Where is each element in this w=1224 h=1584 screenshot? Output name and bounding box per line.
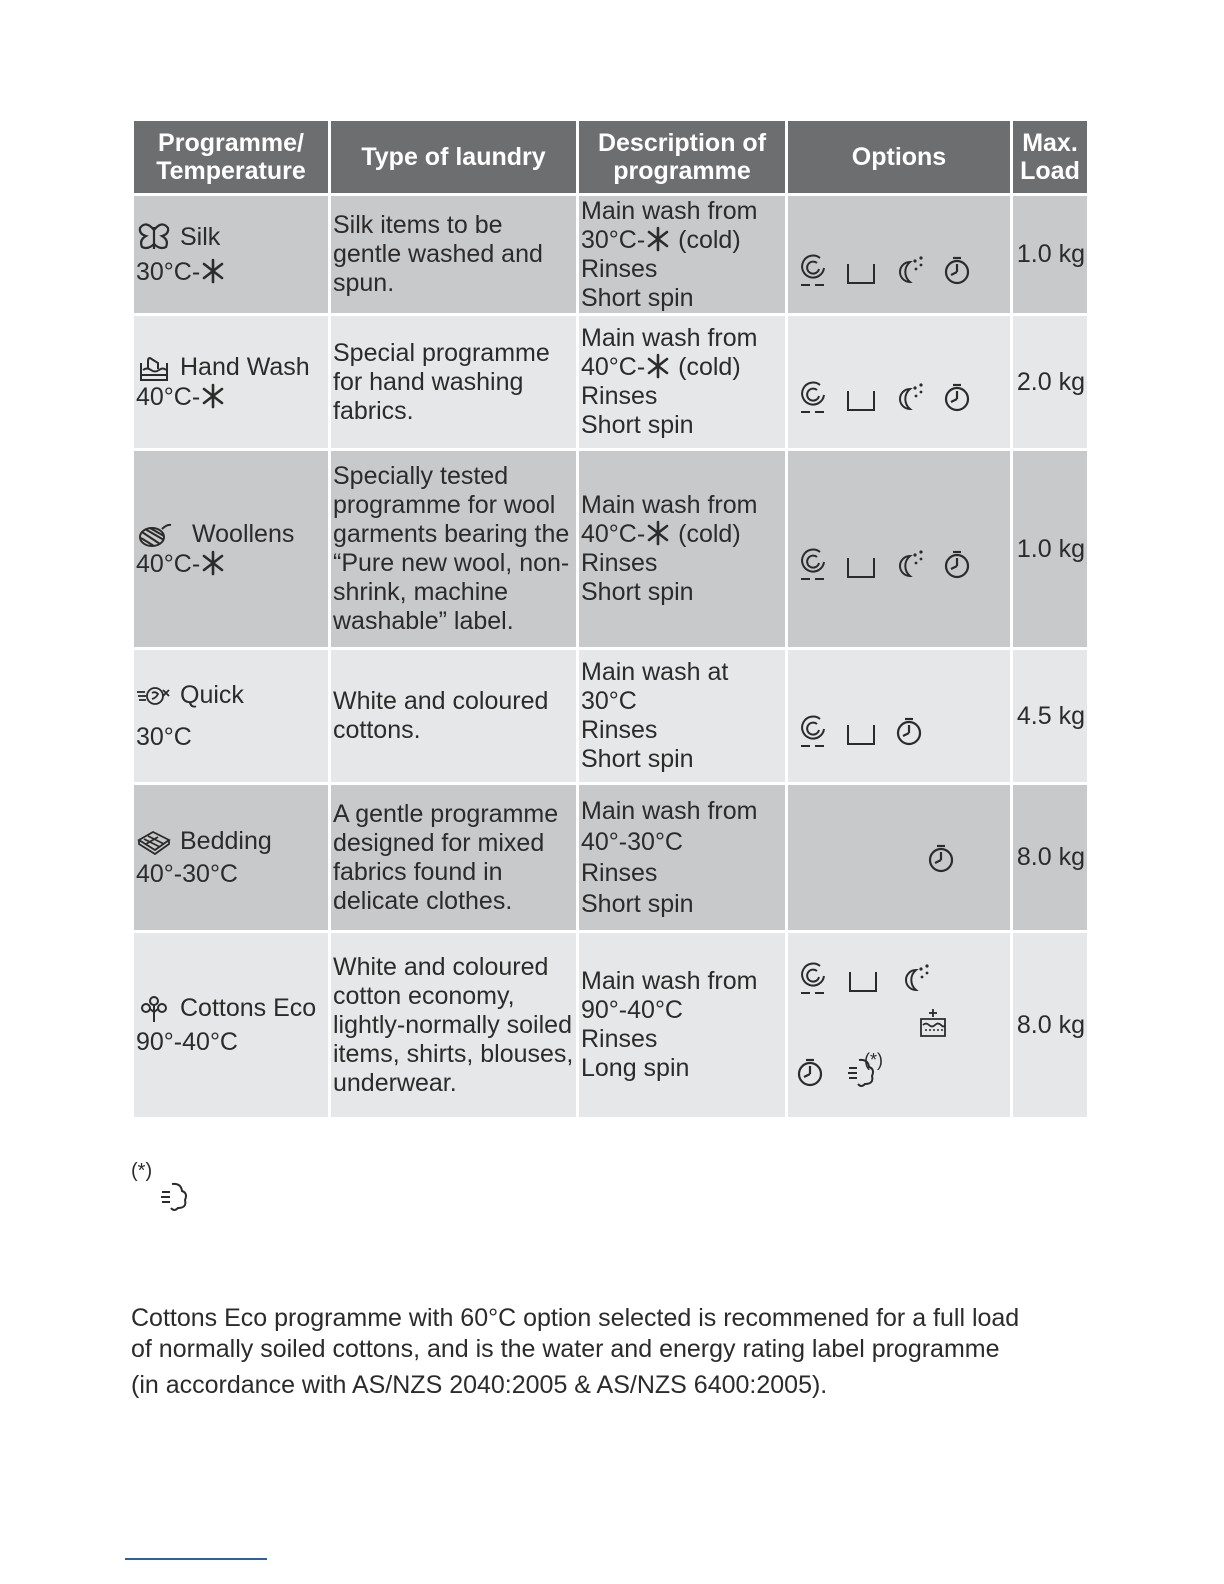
footer-rule xyxy=(125,1558,267,1560)
desc-line: Rinses xyxy=(581,254,658,283)
rinse-hold-icon xyxy=(846,379,876,415)
programme-temp: 40°C- xyxy=(136,549,201,578)
note-line: (in accordance with AS/NZS 2040:2005 & AS/NZS 6400:2005). xyxy=(131,1371,828,1399)
table-header-row xyxy=(134,121,1087,193)
type-cell: Specially tested programme for wool garments bearing the “Pure new wool, non-shrink, machine washable” label. xyxy=(331,451,576,647)
footnote xyxy=(131,1160,152,1183)
delay-start-icon xyxy=(795,1054,825,1090)
desc-line: Main wash at xyxy=(581,658,729,686)
desc-line: 40°-30°C xyxy=(581,827,683,856)
programme-cell xyxy=(134,451,328,647)
desc-line: Main wash from xyxy=(581,491,758,519)
desc-line: Short spin xyxy=(581,745,694,773)
rinse-hold-icon xyxy=(846,713,876,749)
cold-snowflake-icon xyxy=(200,550,226,576)
desc-temp: 40°C- xyxy=(581,520,646,548)
max-load-cell: 1.0 kg xyxy=(1013,451,1087,647)
desc-line: Rinses xyxy=(581,549,658,577)
delay-start-icon xyxy=(894,713,924,749)
silk-icon xyxy=(136,222,172,252)
night-cycle-icon xyxy=(894,252,924,288)
rinse-hold-icon xyxy=(848,960,878,996)
wool-icon xyxy=(136,520,172,550)
description-cell xyxy=(579,933,785,1117)
desc-line: Short spin xyxy=(581,578,694,606)
programme-cell xyxy=(134,785,328,930)
desc-line: Rinses xyxy=(581,716,658,744)
spin-reduction-icon xyxy=(798,252,828,288)
rinse-hold-icon xyxy=(846,252,876,288)
footnote-marker: (*) xyxy=(864,1050,883,1070)
desc-line: Long spin xyxy=(581,1054,690,1082)
cotton-icon xyxy=(136,994,172,1024)
note-line: of normally soiled cottons, and is the water and energy rating label programme xyxy=(131,1335,1000,1363)
programme-temp: 90°-40°C xyxy=(136,1027,238,1056)
desc-line: Rinses xyxy=(581,1025,658,1053)
night-cycle-icon xyxy=(900,960,930,996)
programme-cell xyxy=(134,316,328,448)
description-cell xyxy=(579,316,785,448)
options-cell xyxy=(788,451,1010,647)
max-load-cell: 8.0 kg xyxy=(1013,933,1087,1117)
options-cell xyxy=(788,933,1010,1117)
desc-line: Rinses xyxy=(581,382,658,410)
rinse-hold-icon xyxy=(846,546,876,582)
desc-line: Short spin xyxy=(581,411,694,439)
table-row xyxy=(134,933,1087,1117)
prewash-icon xyxy=(918,1005,948,1041)
spin-reduction-icon xyxy=(798,960,828,996)
steam-icon xyxy=(159,1178,189,1214)
max-load-cell: 4.5 kg xyxy=(1013,650,1087,782)
desc-line: 90°-40°C xyxy=(581,996,683,1024)
desc-line: Short spin xyxy=(581,889,694,918)
header-description: Description of programme xyxy=(579,121,785,193)
table-row xyxy=(134,451,1087,647)
options-cell xyxy=(788,316,1010,448)
desc-line: Rinses xyxy=(581,858,658,887)
options-cell xyxy=(788,650,1010,782)
type-cell: Special programme for hand washing fabrics. xyxy=(331,316,576,448)
programme-name: Bedding xyxy=(180,826,272,855)
programme-cell xyxy=(134,650,328,782)
programme-temp: 30°C- xyxy=(136,258,201,286)
options-cell xyxy=(788,785,1010,930)
footnote-mark: (*) xyxy=(131,1160,153,1182)
programme-name: Cottons Eco xyxy=(180,994,317,1022)
programme-temp: 30°C xyxy=(136,722,192,751)
quick-icon xyxy=(136,681,172,711)
description-cell xyxy=(579,785,785,930)
desc-line: Main wash from xyxy=(581,324,758,352)
programme-temp: 40°-30°C xyxy=(136,860,238,888)
desc-line: Main wash from xyxy=(581,196,758,225)
night-cycle-icon xyxy=(894,379,924,415)
bedding-icon xyxy=(136,826,172,856)
desc-cold: (cold) xyxy=(671,520,741,548)
header-options: Options xyxy=(788,121,1010,193)
type-cell: A gentle programme designed for mixed fabrics found in delicate clothes. xyxy=(331,785,576,930)
programme-name: Woollens xyxy=(192,520,295,548)
table-row xyxy=(134,650,1087,782)
programme-name: Quick xyxy=(180,681,244,709)
cold-snowflake-icon xyxy=(200,383,226,409)
max-load-cell: 8.0 kg xyxy=(1013,785,1087,930)
header-type: Type of laundry xyxy=(331,121,576,193)
cold-snowflake-icon xyxy=(200,258,226,284)
delay-start-icon xyxy=(926,840,956,876)
table-row xyxy=(134,196,1087,313)
max-load-cell: 1.0 kg xyxy=(1013,196,1087,313)
programme-temp: 40°C- xyxy=(136,382,201,411)
table-row xyxy=(134,785,1087,930)
spin-reduction-icon xyxy=(798,546,828,582)
hand-wash-icon xyxy=(136,353,172,383)
delay-start-icon xyxy=(942,379,972,415)
description-cell xyxy=(579,196,785,313)
spin-reduction-icon xyxy=(798,713,828,749)
desc-cold: (cold) xyxy=(671,353,741,381)
programme-cell xyxy=(134,933,328,1117)
delay-start-icon xyxy=(942,546,972,582)
header-max-load: Max. Load xyxy=(1013,121,1087,193)
options-cell xyxy=(788,196,1010,313)
programme-name: Silk xyxy=(180,222,221,251)
note-line: Cottons Eco programme with 60°C option selected is recommened for a full load xyxy=(131,1304,1020,1332)
desc-line: Short spin xyxy=(581,283,694,312)
desc-cold: (cold) xyxy=(671,225,741,254)
type-cell: Silk items to be gentle washed and spun. xyxy=(331,196,576,313)
programme-name: Hand Wash xyxy=(180,353,310,381)
cold-snowflake-icon xyxy=(645,226,671,252)
desc-line: Main wash from xyxy=(581,796,758,825)
desc-temp: 40°C- xyxy=(581,353,646,381)
desc-line: 30°C xyxy=(581,687,637,715)
spin-reduction-icon xyxy=(798,379,828,415)
desc-line: Main wash from xyxy=(581,967,758,995)
table-row xyxy=(134,316,1087,448)
max-load-cell: 2.0 kg xyxy=(1013,316,1087,448)
programme-table xyxy=(131,118,1090,1120)
header-programme: Programme/ Temperature xyxy=(134,121,328,193)
description-cell xyxy=(579,451,785,647)
night-cycle-icon xyxy=(894,546,924,582)
description-cell xyxy=(579,650,785,782)
type-cell: White and coloured cottons. xyxy=(331,650,576,782)
desc-temp: 30°C- xyxy=(581,225,646,254)
delay-start-icon xyxy=(942,252,972,288)
programme-cell xyxy=(134,196,328,313)
type-cell: White and coloured cotton economy, lightly-normally soiled items, shirts, blouses, underwear. xyxy=(331,933,576,1117)
cold-snowflake-icon xyxy=(645,520,671,546)
cold-snowflake-icon xyxy=(645,353,671,379)
eco-programme-note xyxy=(131,1303,1091,1401)
